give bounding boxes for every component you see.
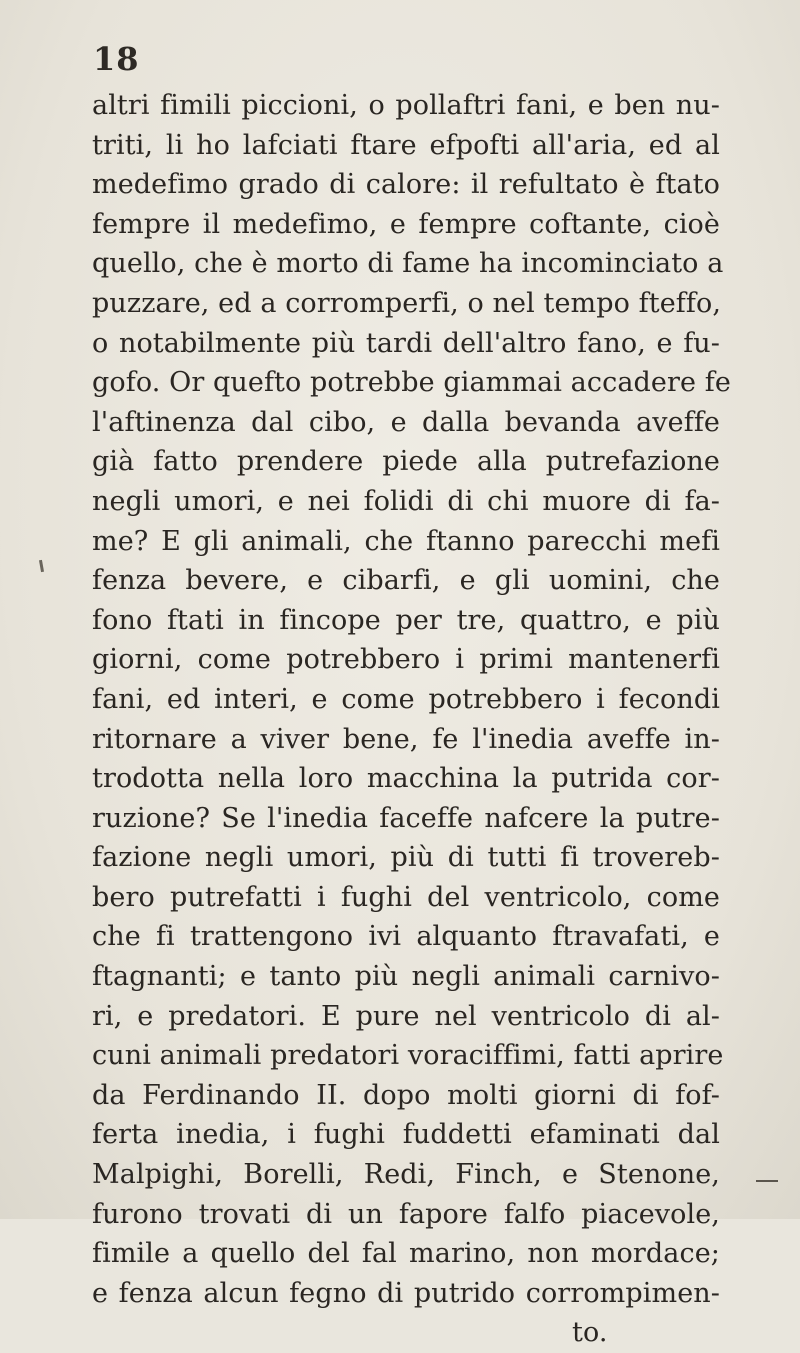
text-line: gofo. Or quefto potrebbe giammai accadere fe: [92, 367, 731, 399]
text-line: già fatto prendere piede alla putrefazione: [92, 446, 720, 478]
text-line: ftagnanti; e tanto più negli animali carnivo-: [92, 961, 720, 993]
text-line: ritornare a viver bene, fe l'inedia aveffe in-: [92, 723, 720, 755]
body-text: [92, 86, 731, 1353]
text-line: Malpighi, Borelli, Redi, Finch, e Stenone,: [92, 1159, 720, 1191]
edge-mark: [756, 1180, 778, 1182]
text-line: quello, che è morto di fame ha incominciato a: [92, 248, 724, 280]
text-line: l'aftinenza dal cibo, e dalla bevanda aveffe: [92, 406, 720, 438]
text-line: ri, e predatori. E pure nel ventricolo di al-: [92, 1000, 720, 1032]
page-number: 18: [93, 40, 140, 78]
text-line: fazione negli umori, più di tutti fi trovereb-: [92, 842, 720, 874]
text-line: fani, ed interi, e come potrebbero i fecondi: [92, 683, 720, 715]
text-line-catchword: to.: [572, 1317, 608, 1349]
text-line: ruzione? Se l'inedia faceffe nafcere la putre-: [92, 802, 720, 834]
text-line: furono trovati di un fapore falfo piacevole,: [92, 1198, 720, 1230]
text-line: trodotta nella loro macchina la putrida cor-: [92, 763, 720, 795]
text-line: fono ftati in fincope per tre, quattro, e più: [92, 604, 720, 636]
text-line: ferta inedia, i fughi fuddetti efaminati dal: [92, 1119, 720, 1151]
text-line: puzzare, ed a corromperfi, o nel tempo fteffo,: [92, 287, 722, 319]
text-line: triti, li ho lafciati ftare efpofti all'aria, ed al: [92, 129, 720, 161]
text-line: fenza bevere, e cibarfi, e gli uomini, che: [92, 565, 720, 597]
text-line: da Ferdinando II. dopo molti giorni di fof-: [92, 1079, 720, 1111]
text-line: altri fimili piccioni, o pollaftri fani, e ben nu-: [92, 90, 720, 121]
text-line: fempre il medefimo, e fempre coftante, cioè: [92, 208, 720, 240]
text-line: e fenza alcun fegno di putrido corrompimen-: [92, 1277, 720, 1309]
text-line: giorni, come potrebbero i primi mantenerfi: [92, 644, 720, 676]
text-line: bero putrefatti i fughi del ventricolo, come: [92, 881, 720, 913]
text-line: negli umori, e nei folidi di chi muore di fa-: [92, 485, 720, 517]
text-line: cuni animali predatori voraciffimi, fatti aprire: [92, 1040, 724, 1072]
text-line: me? E gli animali, che ftanno parecchi mefi: [92, 525, 720, 557]
text-line: medefimo grado di calore: il refultato è ftato: [92, 169, 720, 201]
margin-speck: [39, 560, 44, 572]
text-line: o notabilmente più tardi dell'altro fano, e fu-: [92, 327, 720, 359]
text-line: che fi trattengono ivi alquanto ftravafati, e: [92, 921, 720, 953]
text-line: fimile a quello del fal marino, non mordace;: [92, 1238, 720, 1270]
